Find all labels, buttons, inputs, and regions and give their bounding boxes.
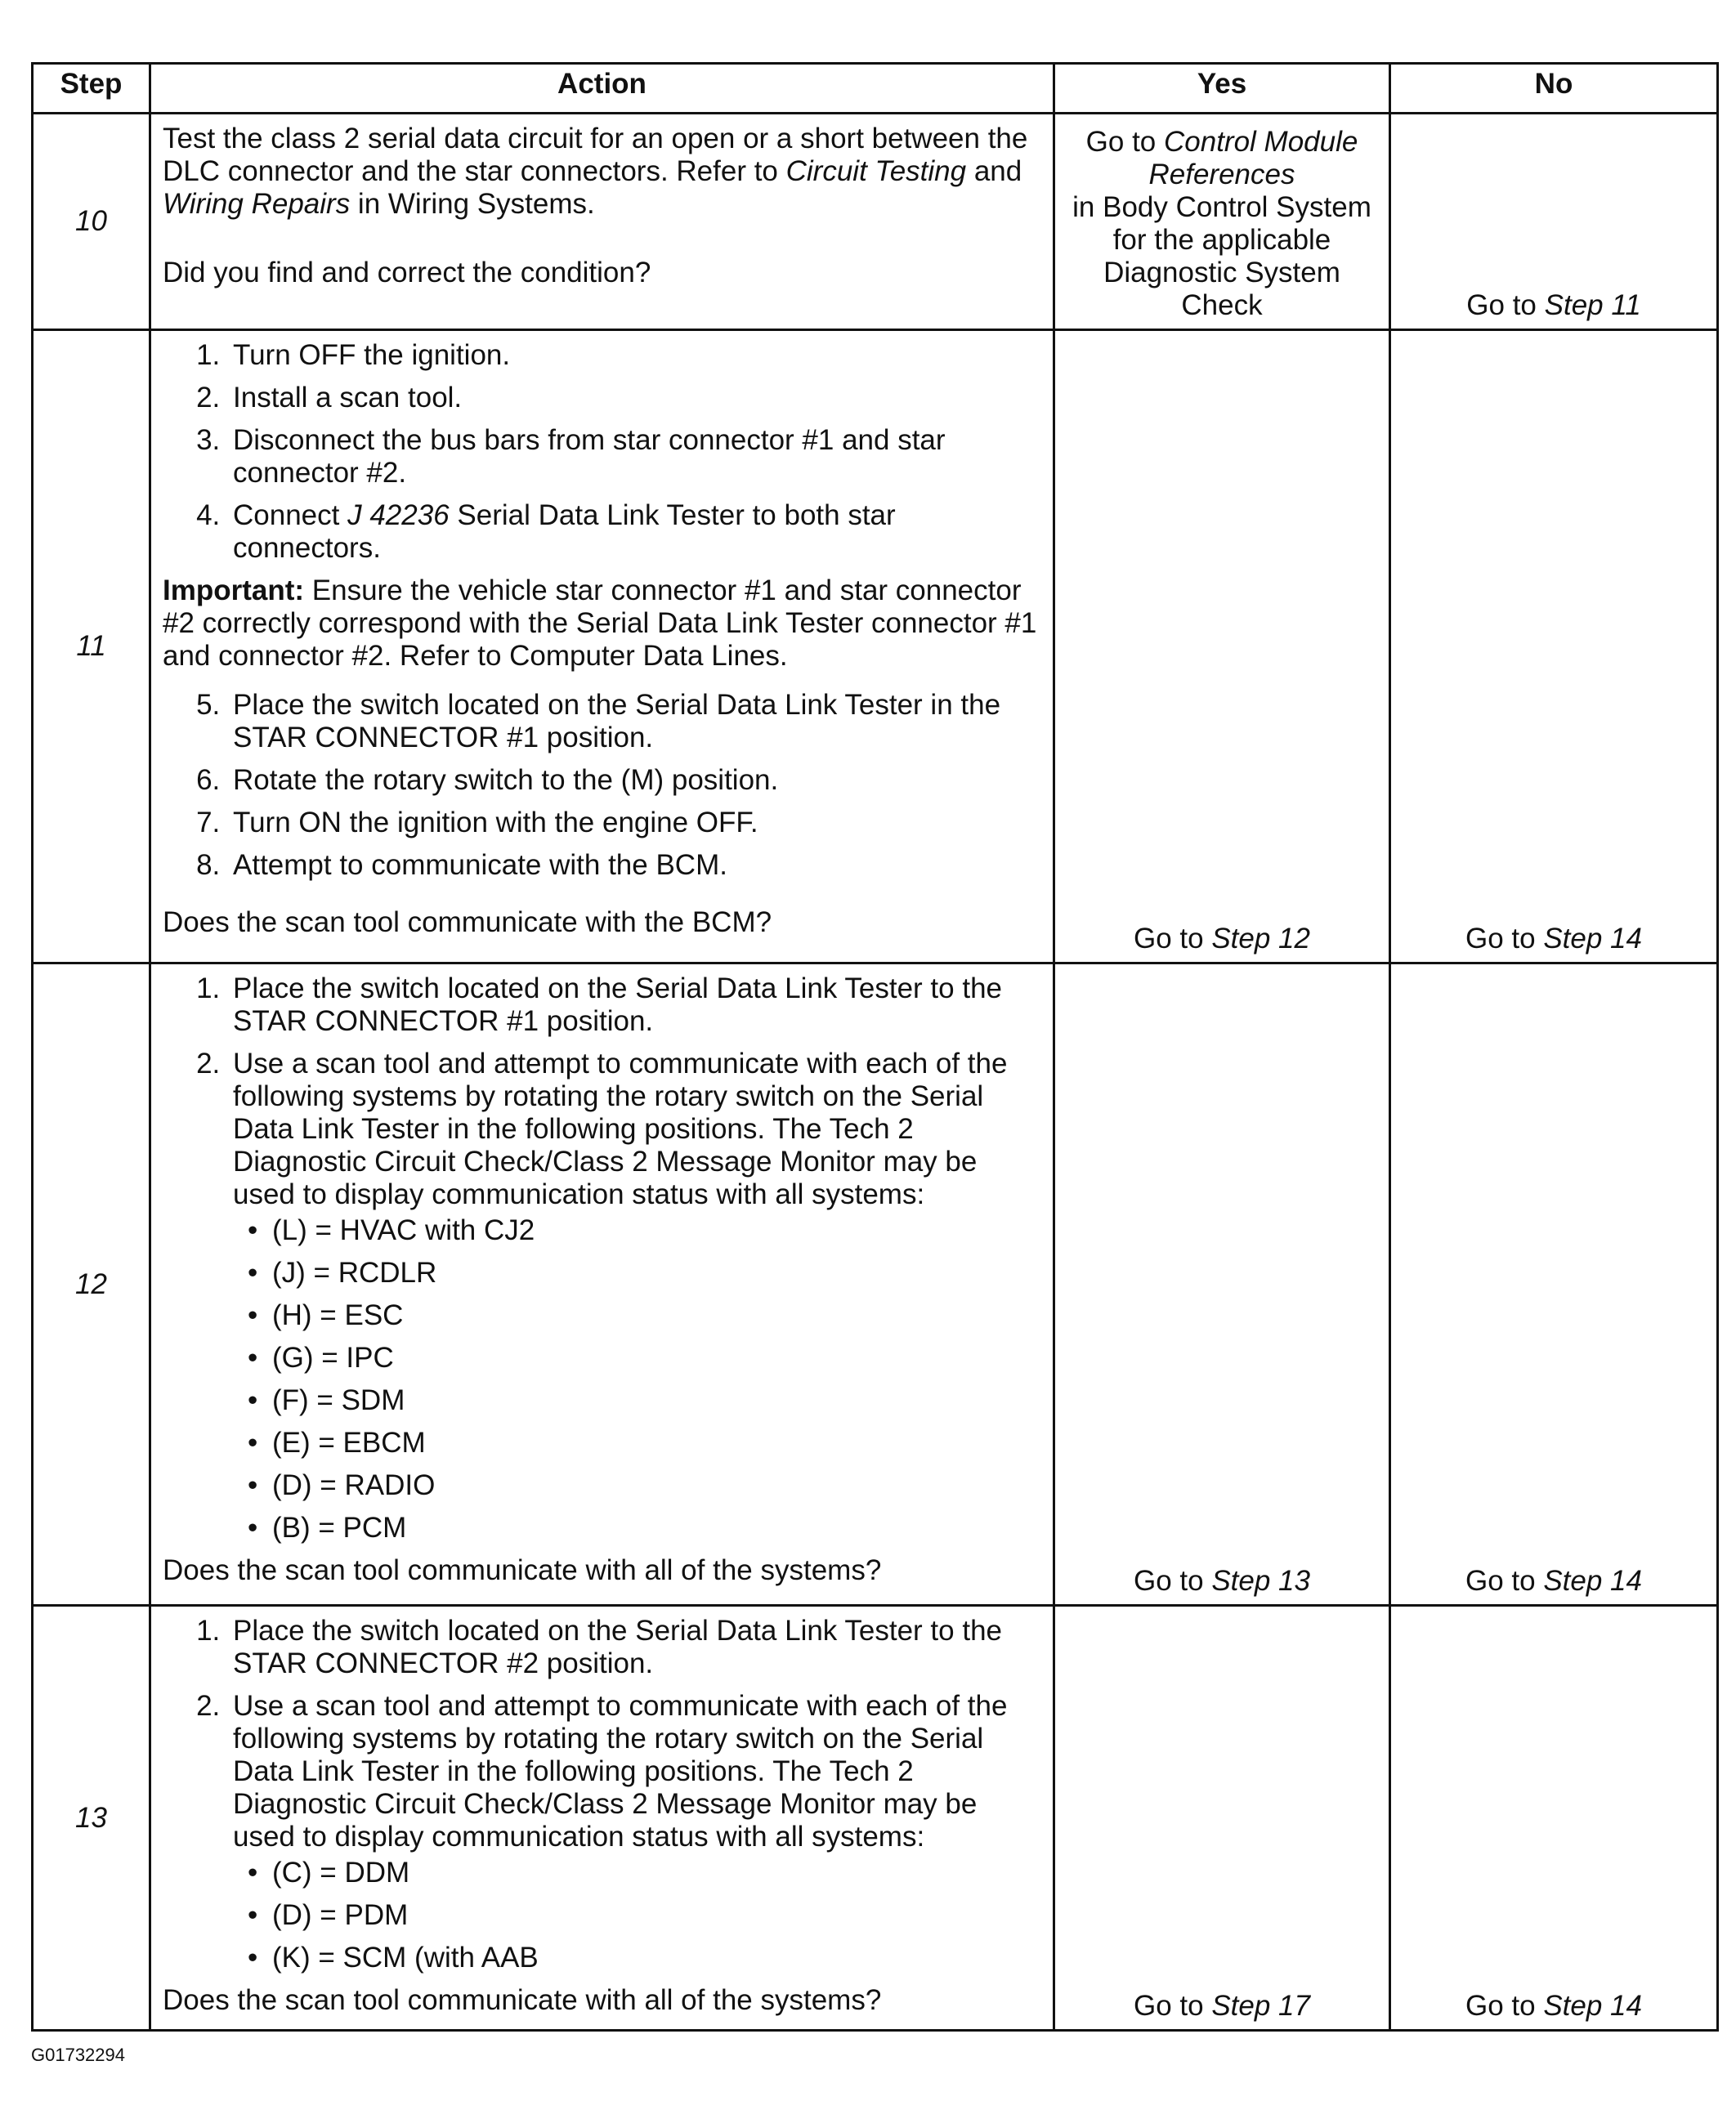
list-item xyxy=(228,499,1041,565)
important-text: Ensure the vehicle star connector #1 and star connector #2 correctly correspond with the Serial Data Link Tester connector #1 and connector #2. Refer to Computer Data Lines. xyxy=(163,574,1037,672)
item4-text-b: Serial Data Link Tester to both star connectors. xyxy=(233,499,896,564)
no-cell-10 xyxy=(1390,114,1718,330)
list-item: 5. Place the switch located on the Serial Data Link Tester in the STAR CONNECTOR #1 position. xyxy=(228,689,1041,754)
question-10: Did you find and correct the condition? xyxy=(163,257,651,288)
table-row-step-13 xyxy=(33,1606,1718,2031)
action-cell-10 xyxy=(150,114,1054,330)
wiring-repairs-reference[interactable]: Wiring Repairs xyxy=(163,188,351,220)
no-cell-11 xyxy=(1390,330,1718,963)
action-text-10-part1: Test the class 2 serial data circuit for an open or a short between the DLC connector and the star connectors. Refer to xyxy=(163,123,1028,187)
action-text-10-part3: in Wiring Systems. xyxy=(350,188,595,220)
step-number-12: 12 xyxy=(33,963,150,1606)
action-cell-12 xyxy=(150,963,1054,1606)
table-row-step-11 xyxy=(33,330,1718,963)
list-item: • (F) = SDM xyxy=(248,1384,1041,1417)
no-goto-10: Go to xyxy=(1466,289,1545,321)
important-note xyxy=(163,574,1041,673)
list-item: 1. Turn OFF the ignition. xyxy=(228,339,1041,372)
header-no: No xyxy=(1390,64,1718,114)
step-14-link[interactable]: Step 14 xyxy=(1543,1990,1642,2022)
step-14-link[interactable]: Step 14 xyxy=(1543,1565,1642,1597)
diagnostic-table xyxy=(31,62,1719,2032)
list-item: 1. Place the switch located on the Serial Data Link Tester to the STAR CONNECTOR #1 position. xyxy=(228,972,1041,1038)
yes-result-10 xyxy=(1062,118,1382,322)
no-goto-13: Go to xyxy=(1465,1990,1544,2022)
list-item: • (J) = RCDLR xyxy=(248,1257,1041,1290)
step-14-link[interactable]: Step 14 xyxy=(1543,923,1642,954)
table-row-step-10 xyxy=(33,114,1718,330)
step-list-11a xyxy=(163,339,1041,565)
list-item: 1. Place the switch located on the Serial Data Link Tester to the STAR CONNECTOR #2 position. xyxy=(228,1615,1041,1680)
step-list-11b xyxy=(163,689,1041,882)
step-13-link[interactable]: Step 13 xyxy=(1211,1565,1310,1597)
action-text-10 xyxy=(163,123,1041,221)
yes-cell-11 xyxy=(1054,330,1390,963)
header-yes: Yes xyxy=(1054,64,1390,114)
important-label: Important: xyxy=(163,574,305,606)
header-step: Step xyxy=(33,64,150,114)
yes-goto-10: Go to xyxy=(1085,126,1164,158)
yes-text-10: in Body Control System for the applicable Diagnostic System Check xyxy=(1072,191,1371,321)
list-item xyxy=(228,1690,1041,1974)
header-row xyxy=(33,64,1718,114)
list-item: • (L) = HVAC with CJ2 xyxy=(248,1214,1041,1247)
list-item: • (G) = IPC xyxy=(248,1342,1041,1375)
no-cell-13 xyxy=(1390,1606,1718,2031)
step-number-13: 13 xyxy=(33,1606,150,2031)
list-item: 7. Turn ON the ignition with the engine OFF. xyxy=(228,807,1041,839)
control-module-references-link[interactable]: Control Module References xyxy=(1148,126,1358,190)
action-cell-13 xyxy=(150,1606,1054,2031)
list-item: • (D) = PDM xyxy=(248,1899,1041,1932)
list-item: 6. Rotate the rotary switch to the (M) position. xyxy=(228,764,1041,797)
yes-cell-12 xyxy=(1054,963,1390,1606)
list-item: 8. Attempt to communicate with the BCM. xyxy=(228,849,1041,882)
step-11-link[interactable]: Step 11 xyxy=(1544,289,1641,321)
yes-goto-12: Go to xyxy=(1134,1565,1212,1597)
item2-text-12: Use a scan tool and attempt to communicate with each of the following systems by rotating the rotary switch on the Serial Data Link Tester in the following positions. The Tech 2 Diagnostic Circuit Check/Class 2 Message Monitor may be used to display communication status with all systems: xyxy=(233,1048,1008,1210)
table-row-step-12 xyxy=(33,963,1718,1606)
list-item xyxy=(228,1048,1041,1545)
step-number-11: 11 xyxy=(33,330,150,963)
no-goto-12: Go to xyxy=(1465,1565,1544,1597)
list-item: • (E) = EBCM xyxy=(248,1427,1041,1460)
no-cell-12 xyxy=(1390,963,1718,1606)
yes-cell-13 xyxy=(1054,1606,1390,2031)
yes-goto-11: Go to xyxy=(1134,923,1212,954)
question-13: Does the scan tool communicate with all of the systems? xyxy=(163,1984,882,2016)
step-number-10: 10 xyxy=(33,114,150,330)
step-list-12 xyxy=(163,972,1041,1545)
question-12: Does the scan tool communicate with all of the systems? xyxy=(163,1554,882,1586)
figure-id: G01732294 xyxy=(31,2045,125,2065)
list-item: • (D) = RADIO xyxy=(248,1469,1041,1502)
item4-text-a: Connect xyxy=(233,499,348,531)
circuit-testing-reference[interactable]: Circuit Testing xyxy=(785,155,967,187)
list-item: • (B) = PCM xyxy=(248,1512,1041,1545)
question-11: Does the scan tool communicate with the BCM? xyxy=(163,906,772,938)
no-goto-11: Go to xyxy=(1465,923,1544,954)
step-17-link[interactable]: Step 17 xyxy=(1211,1990,1310,2022)
item2-text-13: Use a scan tool and attempt to communicate with each of the following systems by rotating the rotary switch on the Serial Data Link Tester in the following positions. The Tech 2 Diagnostic Circuit Check/Class 2 Message Monitor may be used to display communication status with all systems: xyxy=(233,1690,1008,1853)
step-list-13 xyxy=(163,1615,1041,1974)
system-list-12 xyxy=(233,1214,1041,1545)
action-cell-11 xyxy=(150,330,1054,963)
step-12-link[interactable]: Step 12 xyxy=(1211,923,1310,954)
action-text-10-part2: and xyxy=(966,155,1022,187)
yes-goto-13: Go to xyxy=(1134,1990,1212,2022)
yes-cell-10 xyxy=(1054,114,1390,330)
list-item: • (H) = ESC xyxy=(248,1299,1041,1332)
system-list-13 xyxy=(233,1857,1041,1974)
list-item: 2. Install a scan tool. xyxy=(228,382,1041,414)
diagnostic-page xyxy=(31,62,1716,2032)
tool-number: J 42236 xyxy=(347,499,450,531)
list-item: • (K) = SCM (with AAB xyxy=(248,1942,1041,1974)
list-item: 3. Disconnect the bus bars from star connector #1 and star connector #2. xyxy=(228,424,1041,490)
header-action: Action xyxy=(150,64,1054,114)
list-item: • (C) = DDM xyxy=(248,1857,1041,1889)
